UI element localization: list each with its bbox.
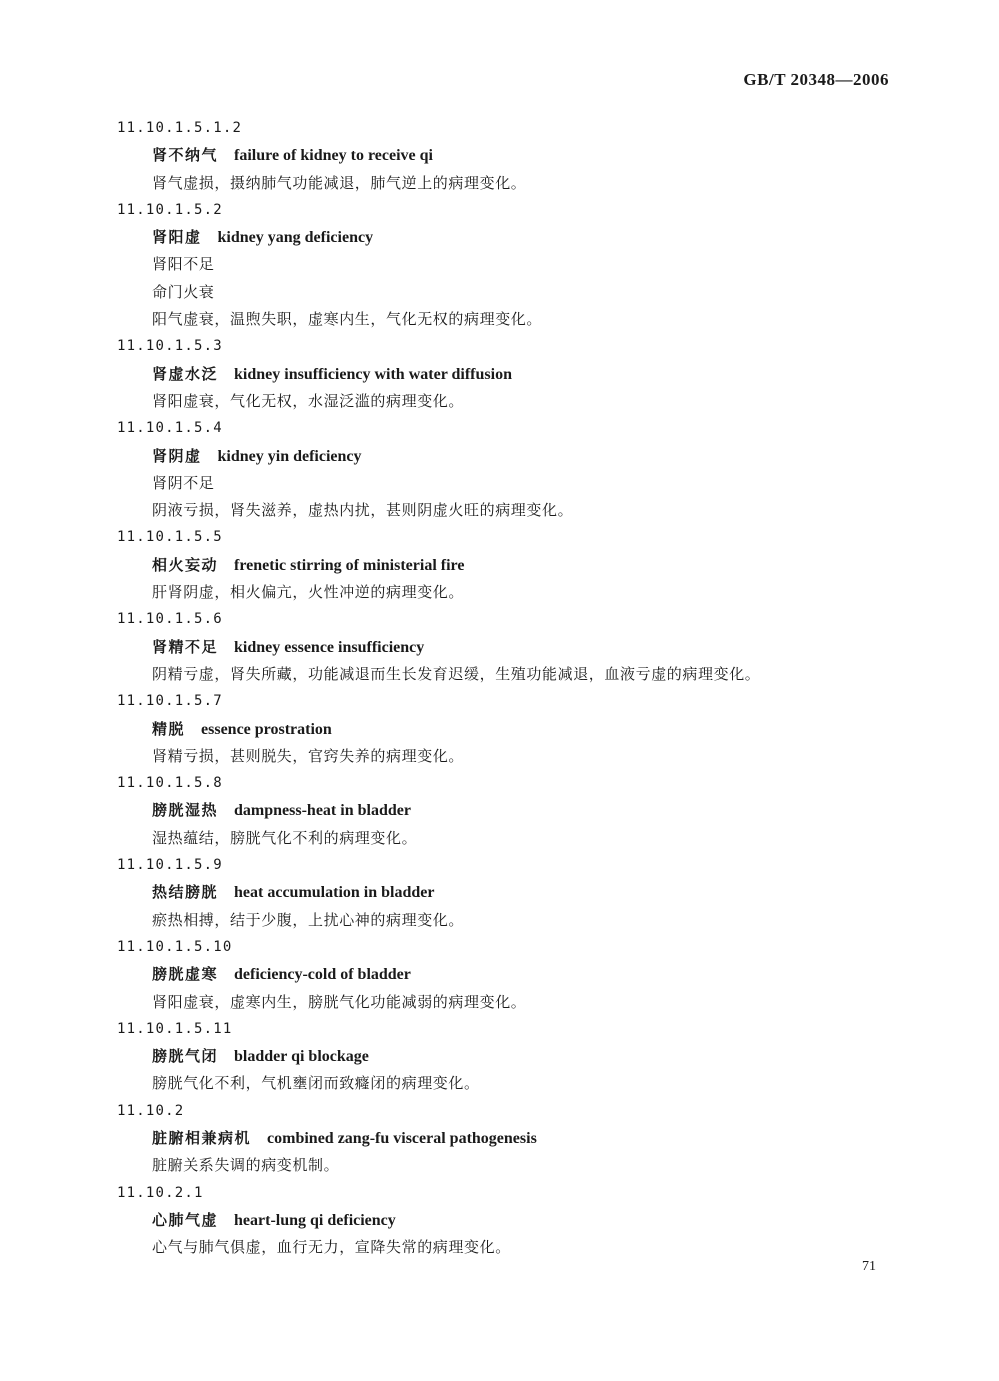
term-entry bbox=[0, 934, 999, 1016]
term-chinese: 肾阴虚 bbox=[152, 446, 202, 465]
term-chinese: 相火妄动 bbox=[152, 555, 219, 574]
term-english: dampness-heat in bladder bbox=[234, 802, 411, 820]
entry-definition: 膀胱气化不利，气机壅闭而致癃闭的病理变化。 bbox=[152, 1074, 480, 1093]
entry-term bbox=[0, 1043, 999, 1070]
entry-number: 11.10.1.5.3 bbox=[117, 338, 223, 355]
term-english: bladder qi blockage bbox=[234, 1048, 369, 1066]
term-entry bbox=[0, 770, 999, 852]
entry-term bbox=[0, 961, 999, 988]
entry-definition: 瘀热相搏，结于少腹，上扰心神的病理变化。 bbox=[152, 910, 465, 929]
term-entries bbox=[0, 115, 999, 1261]
term-english: essence prostration bbox=[201, 720, 332, 738]
entry-number: 11.10.1.5.5 bbox=[117, 529, 223, 546]
term-entry bbox=[0, 115, 999, 197]
term-english: kidney yin deficiency bbox=[217, 447, 362, 465]
entry-number: 11.10.1.5.8 bbox=[117, 775, 223, 792]
term-english: frenetic stirring of ministerial fire bbox=[234, 556, 465, 574]
entry-definition: 肾阳虚衰，虚寒内生，膀胱气化功能减弱的病理变化。 bbox=[152, 992, 527, 1011]
standard-code-header: GB/T 20348—2006 bbox=[743, 70, 889, 89]
term-entry bbox=[0, 333, 999, 415]
entry-number: 11.10.1.5.6 bbox=[117, 611, 223, 628]
term-english: kidney insufficiency with water diffusion bbox=[234, 365, 512, 383]
entry-definition: 阳气虚衰，温煦失职，虚寒内生，气化无权的病理变化。 bbox=[152, 310, 543, 329]
entry-term bbox=[0, 879, 999, 906]
entry-definition: 肝肾阴虚，相火偏亢，火性冲逆的病理变化。 bbox=[152, 583, 465, 602]
entry-term bbox=[0, 142, 999, 169]
entry-term bbox=[0, 224, 999, 251]
term-english: kidney yang deficiency bbox=[217, 229, 374, 247]
term-chinese: 热结膀胱 bbox=[152, 883, 219, 902]
entry-term bbox=[0, 634, 999, 661]
term-chinese: 肾虚水泛 bbox=[152, 364, 219, 383]
term-english: kidney essence insufficiency bbox=[234, 638, 425, 656]
entry-synonym: 命门火衰 bbox=[152, 282, 215, 301]
term-entry bbox=[0, 524, 999, 606]
term-entry bbox=[0, 1016, 999, 1098]
entry-term bbox=[0, 1125, 999, 1152]
entry-number: 11.10.1.5.2 bbox=[117, 201, 223, 218]
entry-synonym: 肾阴不足 bbox=[152, 473, 215, 492]
term-english: heart-lung qi deficiency bbox=[234, 1211, 396, 1229]
term-entry bbox=[0, 852, 999, 934]
entry-definition: 肾气虚损，摄纳肺气功能减退，肺气逆上的病理变化。 bbox=[152, 173, 527, 192]
term-chinese: 肾不纳气 bbox=[152, 146, 219, 165]
term-chinese: 心肺气虚 bbox=[152, 1210, 219, 1229]
term-english: combined zang-fu visceral pathogenesis bbox=[267, 1129, 537, 1147]
entry-definition: 心气与肺气俱虚，血行无力，宣降失常的病理变化。 bbox=[152, 1238, 511, 1257]
entry-synonym: 肾阳不足 bbox=[152, 255, 215, 274]
entry-number: 11.10.1.5.4 bbox=[117, 420, 223, 437]
entry-term bbox=[0, 1207, 999, 1234]
term-english: failure of kidney to receive qi bbox=[234, 147, 433, 165]
term-english: heat accumulation in bladder bbox=[234, 884, 435, 902]
entry-number: 11.10.1.5.10 bbox=[117, 938, 233, 955]
term-entry bbox=[0, 1098, 999, 1180]
term-chinese: 膀胱湿热 bbox=[152, 801, 219, 820]
page-number: 71 bbox=[862, 1259, 876, 1274]
term-entry bbox=[0, 1180, 999, 1262]
term-chinese: 脏腑相兼病机 bbox=[152, 1128, 252, 1147]
entry-definition: 肾精亏损，甚则脱失，官窍失养的病理变化。 bbox=[152, 746, 465, 765]
entry-number: 11.10.1.5.11 bbox=[117, 1020, 233, 1037]
term-entry bbox=[0, 415, 999, 524]
entry-number: 11.10.2.1 bbox=[117, 1184, 204, 1201]
entry-definition: 阴精亏虚，肾失所藏，功能减退而生长发育迟缓，生殖功能减退，血液亏虚的病理变化。 bbox=[152, 664, 761, 683]
term-entry bbox=[0, 197, 999, 333]
entry-term bbox=[0, 361, 999, 388]
entry-number: 11.10.2 bbox=[117, 1102, 185, 1119]
entry-definition: 阴液亏损，肾失滋养，虚热内扰，甚则阴虚火旺的病理变化。 bbox=[152, 501, 574, 520]
entry-number: 11.10.1.5.1.2 bbox=[117, 120, 243, 136]
term-chinese: 膀胱虚寒 bbox=[152, 965, 219, 984]
term-entry bbox=[0, 688, 999, 770]
entry-definition: 肾阳虚衰，气化无权，水湿泛滥的病理变化。 bbox=[152, 391, 465, 410]
entry-term bbox=[0, 552, 999, 579]
entry-number: 11.10.1.5.9 bbox=[117, 857, 223, 874]
entry-term bbox=[0, 716, 999, 743]
term-entry bbox=[0, 606, 999, 688]
term-chinese: 肾精不足 bbox=[152, 637, 219, 656]
entry-definition: 湿热蕴结，膀胱气化不利的病理变化。 bbox=[152, 828, 418, 847]
entry-term bbox=[0, 797, 999, 824]
term-chinese: 精脱 bbox=[152, 719, 186, 738]
term-english: deficiency-cold of bladder bbox=[234, 966, 411, 984]
entry-number: 11.10.1.5.7 bbox=[117, 693, 223, 710]
term-chinese: 膀胱气闭 bbox=[152, 1047, 219, 1066]
entry-term bbox=[0, 443, 999, 470]
term-chinese: 肾阳虚 bbox=[152, 228, 202, 247]
entry-definition: 脏腑关系失调的病变机制。 bbox=[152, 1156, 340, 1175]
